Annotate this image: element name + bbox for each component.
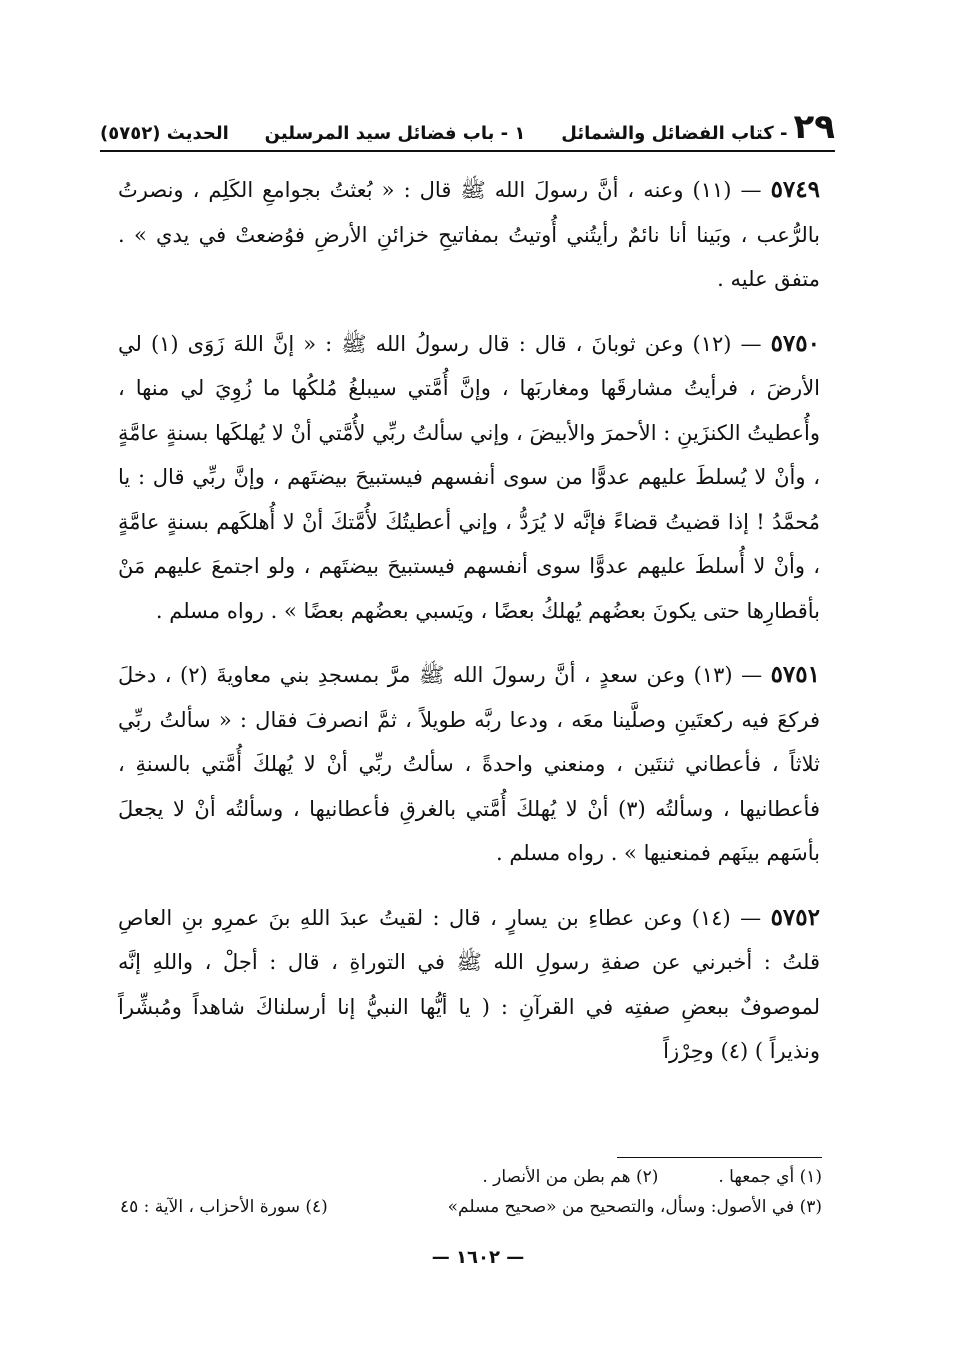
footnote-2: (٢) هم بطن من الأنصار . — [482, 1167, 659, 1187]
hadith-text: — (١٤) وعن عطاءِ بن يسارٍ ، قال : لقيتُ عبدَ اللهِ بنَ عمرِو بنِ العاصِ قلتُ : أخبرني عن صفةِ رسولِ الله ﷺ في التوراةِ ، قال : أجلْ ، واللهِ إنَّه لموصوفٌ ببعضِ صفتِه في القرآنِ : ( يا أيُّها النبيُّ إنا أرسلناكَ شاهداً ومُبشِّراً ونذيراً ) (٤) وحِرْزاً — [118, 905, 821, 1063]
chapter-number: ٢٩ — [793, 107, 835, 147]
hadith-text: — (١٣) وعن سعدٍ ، أنَّ رسولَ الله ﷺ مرَّ بمسجدِ بني معاويةَ (٢) ، دخلَ فركعَ فيه ركعتَينِ وصلَّينا معَه ، ودعا ربَّه طويلاً ، ثمَّ انصرفَ فقال : « سألتُ ربِّي ثلاثاً ، فأعطاني ثنتَين ، ومنعني واحدةً ، سألتُ ربِّي أنْ لا يُهلكَ أُمَّتي بالسنةِ ، فأعطانيها ، وسألتُه (٣) أنْ لا يُهلكَ أُمَّتي بالغرقِ فأعطانيها ، وسألتُه أنْ لا يجعلَ بأسَهم بينَهم فمنعنيها » . رواه مسلم . — [118, 663, 820, 865]
section-title: ١ - باب فضائل سيد المرسلين — [264, 123, 526, 144]
footnote-divider — [617, 1157, 822, 1158]
hadith-number: ٥٧٥٠ — [770, 329, 820, 357]
hadith-number: ٥٧٥٢ — [770, 903, 820, 931]
footnote-3: (٣) في الأصول: وسأل، والتصحيح من «صحيح مسلم» — [447, 1197, 822, 1217]
hadith-number: ٥٧٥١ — [770, 661, 820, 688]
footnote-4: (٤) سورة الأحزاب ، الآية : ٤٥ — [120, 1197, 328, 1217]
hadith-range: الحديث (٥٧٥٢) — [100, 123, 229, 144]
header-divider — [100, 150, 835, 152]
hadith-text: — (١١) وعنه ، أنَّ رسولَ الله ﷺ قال : « بُعثتُ بجوامعِ الكَلِم ، ونصرتُ بالرُّعب ، وبَينا أنا نائمٌ رأيتُني أُوتيتُ بمفاتيحِ خزائنِ الأرضِ فوُضعتْ في يدي » . متفق عليه . — [118, 178, 820, 291]
page-number: — ١٦٠٢ — — [431, 1247, 525, 1268]
hadith-number: ٥٧٤٩ — [770, 176, 820, 203]
footnote-1: (١) أي جمعها . — [718, 1167, 822, 1187]
hadith-5751 — [118, 653, 820, 876]
hadith-5749 — [118, 168, 820, 302]
page-header — [100, 88, 835, 147]
hadith-5750 — [118, 322, 820, 634]
hadith-text: — (١٢) وعن ثوبانَ ، قال : قال رسولُ الله ﷺ : « إنَّ اللهَ زَوَى (١) لي الأرضَ ، فرأيتُ مشارقَها ومغاربَها ، وإنَّ أُمَّتي سيبلغُ مُلكُها ما زُوِيَ لي منها ، وأُعطيتُ الكنزَينِ : الأحمرَ والأبيضَ ، وإني سألتُ ربِّي لأُمَّتي أنْ لا يُهلكَها بسنةٍ عامَّةٍ ، وأنْ لا يُسلطَ عليهم عدوًّا من سوى أنفسهم فيستبيحَ بيضتَهم ، وإنَّ ربِّي قال : يا مُحمَّدُ ! إذا قضيتُ قضاءً فإنَّه لا يُرَدُّ ، وإني أعطيتُكَ لأُمَّتكَ أنْ لا أُهلكَهم بسنةٍ عامَّةٍ ، وأنْ لا أُسلطَ عليهم عدوًّا سوى أنفسهم فيستبيحَ بيضتَهم ، ولو اجتمعَ عليهم مَنْ بأقطارِها حتى يكونَ بعضُهم يُهلكُ بعضًا ، ويَسبي بعضُهم بعضًا » . رواه مسلم . — [118, 331, 820, 623]
footnotes — [120, 1162, 822, 1222]
hadith-5752 — [118, 896, 820, 1074]
footnote-row-2 — [120, 1192, 822, 1222]
chapter-heading — [561, 107, 835, 147]
page-body — [118, 168, 820, 1094]
chapter-title: - كتاب الفضائل والشمائل — [561, 123, 788, 144]
footnote-row-1 — [120, 1162, 822, 1192]
